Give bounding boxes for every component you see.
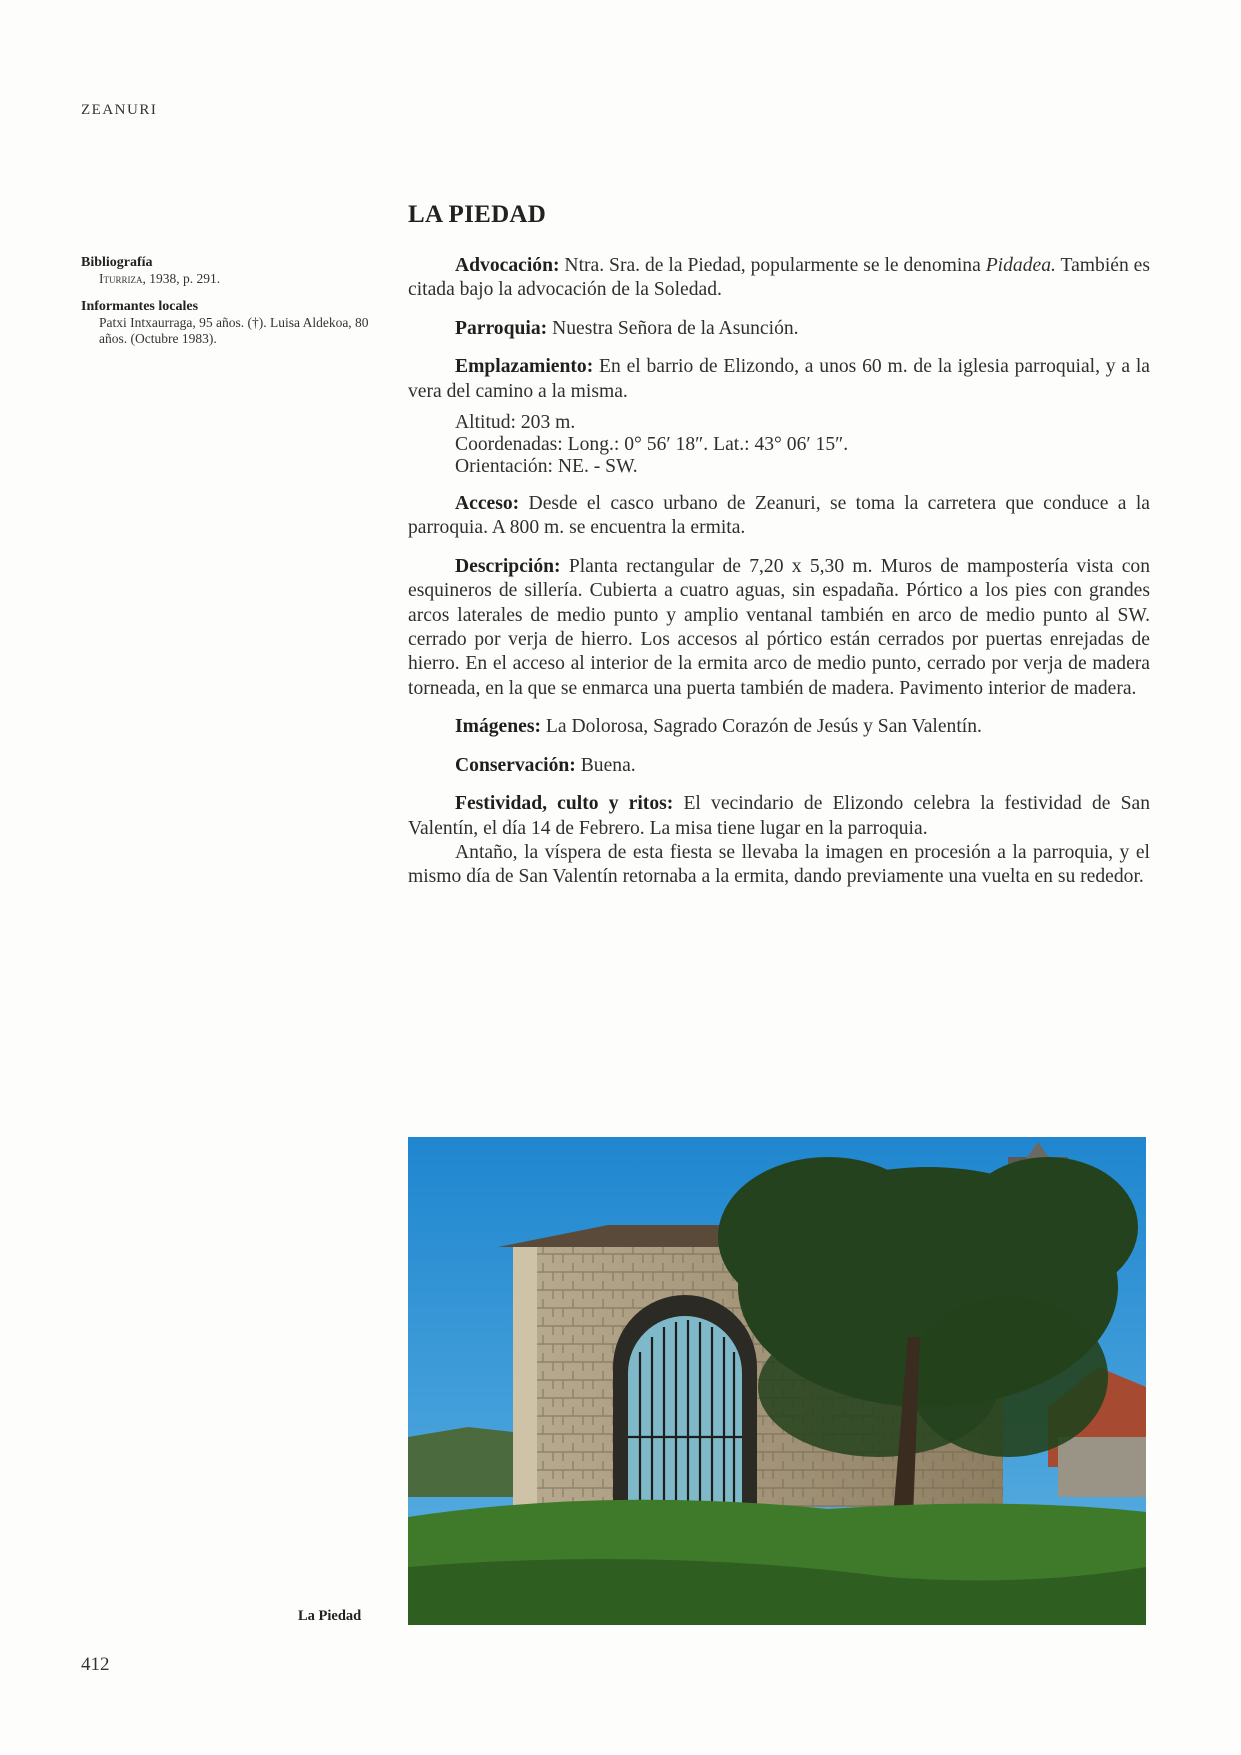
emplazamiento-paragraph — [408, 355, 1150, 404]
descripcion-paragraph — [408, 555, 1150, 701]
festividad-label: Festividad, culto y ritos: — [455, 793, 674, 815]
page-title: LA PIEDAD — [408, 201, 547, 228]
altitude: Altitud: 203 m. — [455, 412, 576, 434]
parroquia-text: Nuestra Señora de la Asunción. — [547, 317, 799, 339]
photo-caption: La Piedad — [298, 1608, 362, 1624]
advocacion-paragraph — [408, 254, 1150, 303]
emplazamiento-text: En el barrio de Elizondo, a unos 60 m. de la iglesia parroquial, y a la vera del camino a la misma. — [408, 356, 1150, 402]
conservacion-text: Buena. — [575, 754, 636, 776]
informants-text: Patxi Intxaurraga, 95 años. (†). Luisa Aldekoa, 80 años. (Octubre 1983). — [99, 315, 369, 346]
tree-canopy — [718, 1157, 1138, 1457]
festividad-paragraph-2: Antaño, la víspera de esta fiesta se llevaba la imagen en procesión a la parroquia, y el mismo día de San Valentín retornaba a la ermita, dando previamente una vuelta en su rededor. — [408, 841, 1150, 888]
advocacion-local-name: Pidadea. — [985, 255, 1056, 276]
imagenes-label: Imágenes: — [455, 716, 541, 738]
acceso-text: Desde el casco urbano de Zeanuri, se toma la carretera que conduce a la parroquia. A 800 m. se encuentra la ermita. — [408, 493, 1150, 539]
neighbour-wall — [1058, 1437, 1146, 1497]
acceso-label: Acceso: — [455, 493, 520, 515]
hermitage-illustration — [408, 1137, 1146, 1625]
advocacion-text: Ntra. Sra. de la Piedad, popularmente se le denomina — [559, 255, 986, 276]
bibliography-entry — [81, 271, 381, 287]
sidebar-notes — [81, 255, 381, 347]
bibliography-heading: Bibliografía — [81, 255, 153, 270]
orientation: Orientación: NE. - SW. — [455, 456, 638, 478]
imagenes-text: La Dolorosa, Sagrado Corazón de Jesús y San Valentín. — [540, 716, 982, 738]
entry-body — [408, 254, 1150, 904]
imagenes-paragraph — [408, 715, 1150, 739]
descripcion-text: Planta rectangular de 7,20 x 5,30 m. Muros de mampostería vista con esquineros de sillería. Cubierta a cuatro aguas, sin espadaña. Pórtico a los pies con grandes arcos laterales de medio punto y amplio ventanal también en arco de medio punto al SW. cerrado por verja de hierro. Los accesos al pórtico están cerrados por puertas enrejadas de hierro. En el acceso al interior de la ermita arco de medio punto, cerrado por verja de madera torneada, en la que se enmarca una puerta también de madera. Pavimento interior de madera. — [408, 555, 1150, 699]
corner-quoins — [513, 1247, 537, 1507]
coordinates: Coordenadas: Long.: 0° 56′ 18″. Lat.: 43° 06′ 15″. — [455, 434, 849, 456]
running-head: ZEANURI — [81, 102, 158, 118]
advocacion-text-after: También es citada bajo la advocación de la Soledad. — [408, 255, 1150, 301]
conservacion-label: Conservación: — [455, 754, 576, 776]
hermitage-photo — [408, 1137, 1146, 1625]
festividad-text: El vecindario de Elizondo celebra la festividad de San Valentín, el día 14 de Febrero. La misa tiene lugar en la parroquia. — [408, 793, 1151, 839]
location-data — [455, 412, 1150, 478]
descripcion-label: Descripción: — [455, 555, 561, 577]
bibliography-author: Iturriza — [99, 271, 143, 286]
bibliography-reference: , 1938, p. 291. — [142, 271, 221, 286]
page-number: 412 — [81, 1654, 110, 1675]
conservacion-paragraph — [408, 754, 1150, 778]
emplazamiento-label: Emplazamiento: — [455, 356, 594, 378]
festividad-paragraph — [408, 792, 1150, 841]
parroquia-paragraph — [408, 317, 1150, 341]
informants-heading: Informantes locales — [81, 299, 199, 314]
advocacion-label: Advocación: — [455, 255, 560, 276]
acceso-paragraph — [408, 492, 1150, 541]
parroquia-label: Parroquia: — [455, 317, 548, 339]
